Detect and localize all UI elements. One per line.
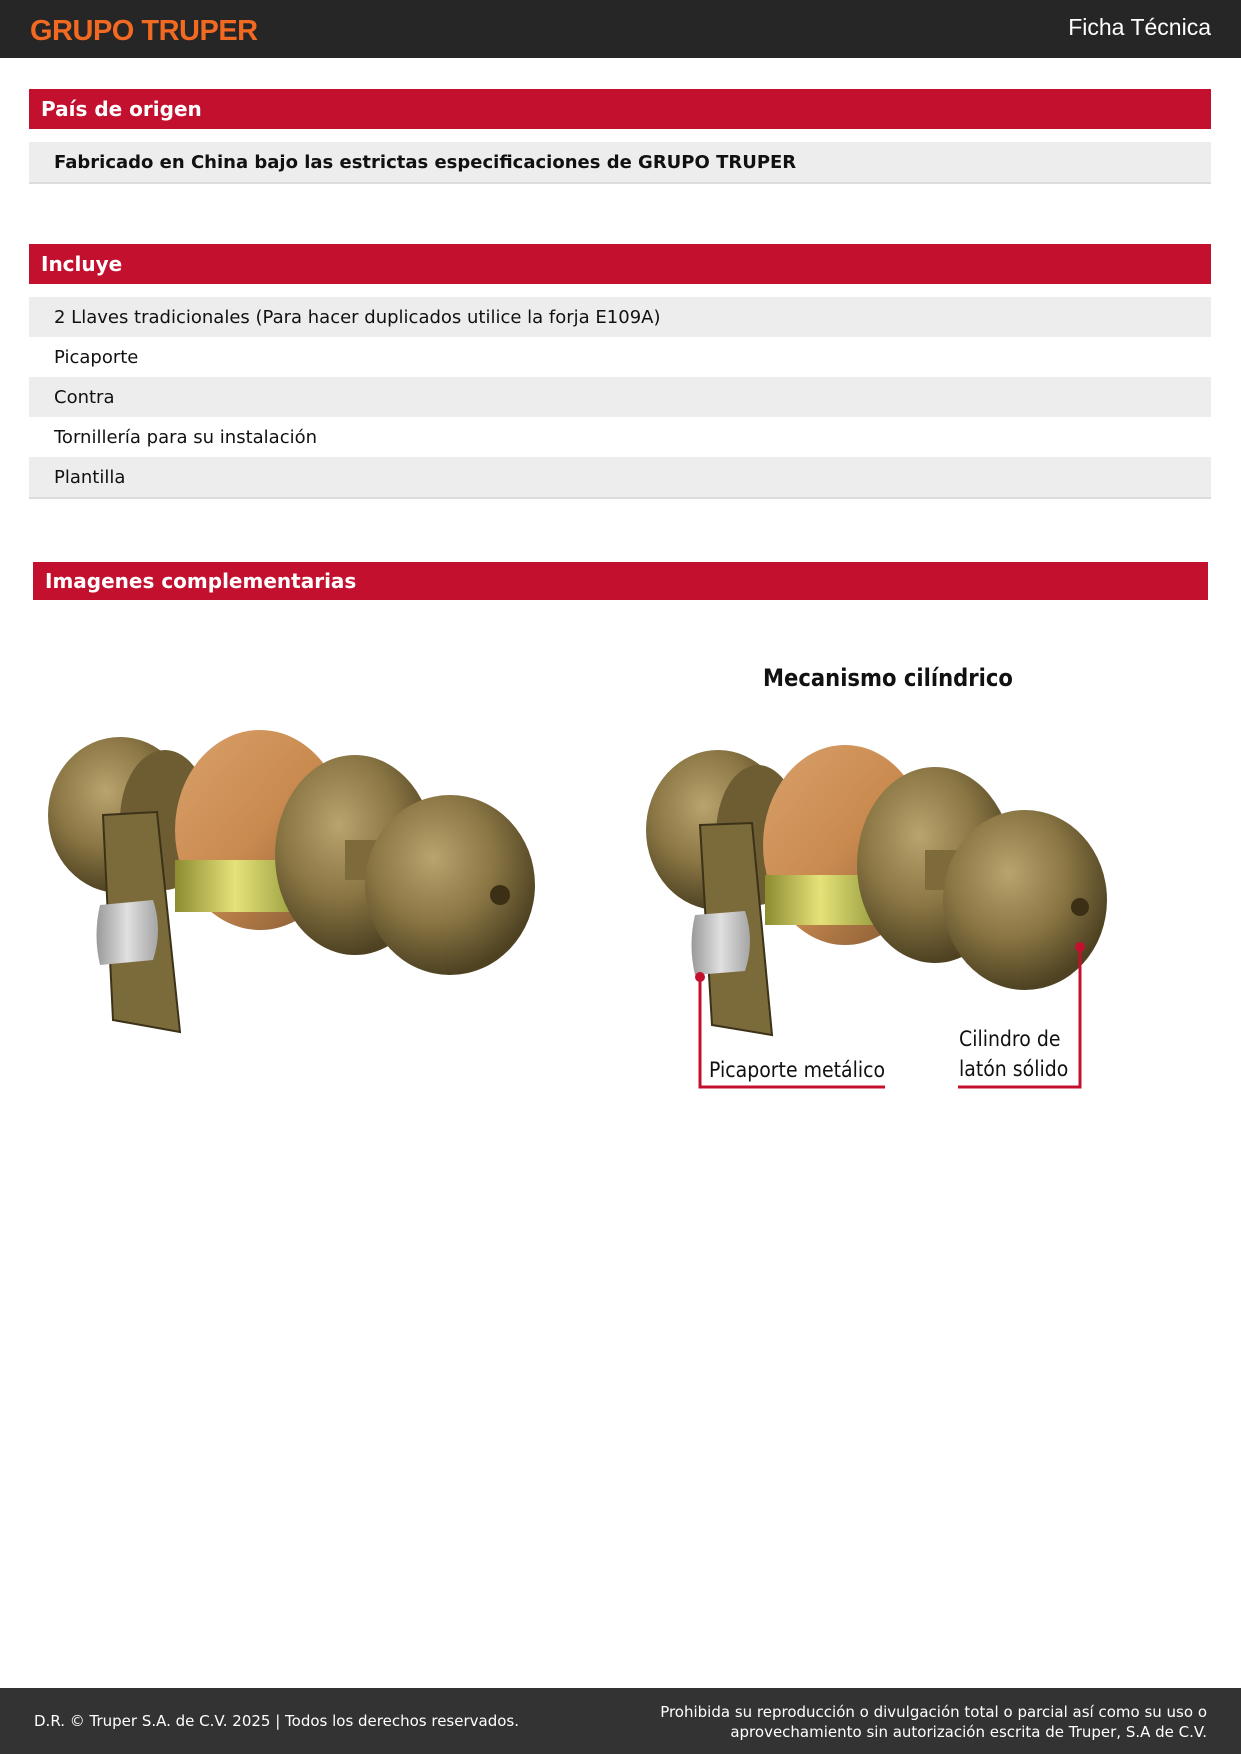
list-item bbox=[29, 417, 1211, 457]
list-item-text: Plantilla bbox=[54, 466, 126, 488]
list-item bbox=[29, 297, 1211, 337]
door-knob-lock-image bbox=[45, 720, 555, 1040]
list-item bbox=[29, 377, 1211, 417]
section-origin-title: País de origen bbox=[41, 97, 202, 121]
mechanism-title: Mecanismo cilíndrico bbox=[763, 664, 1013, 692]
section-includes-title: Incluye bbox=[41, 252, 123, 276]
section-origin-header bbox=[29, 89, 1211, 129]
divider bbox=[29, 182, 1211, 184]
list-item bbox=[29, 337, 1211, 377]
section-includes-header bbox=[29, 244, 1211, 284]
footer-notice-line2: aprovechamiento sin autorización escrita de Truper, S.A de C.V. bbox=[730, 1723, 1207, 1741]
document-type: Ficha Técnica bbox=[1068, 14, 1211, 40]
list-item-text: Contra bbox=[54, 386, 115, 408]
footer bbox=[0, 1688, 1241, 1754]
divider bbox=[29, 497, 1211, 499]
section-images-title: Imagenes complementarias bbox=[45, 569, 357, 593]
top-bar bbox=[0, 0, 1241, 58]
list-item bbox=[29, 457, 1211, 497]
callout-latch: Picaporte metálico bbox=[709, 1058, 886, 1082]
callout-cylinder-line1: Cilindro de bbox=[959, 1027, 1061, 1051]
footer-copyright: D.R. © Truper S.A. de C.V. 2025 | Todos los derechos reservados. bbox=[34, 1712, 519, 1730]
list-item-text: 2 Llaves tradicionales (Para hacer duplicados utilice la forja E109A) bbox=[54, 306, 661, 328]
brand-logo: GRUPO TRUPER bbox=[30, 15, 258, 47]
footer-notice-line1: Prohibida su reproducción o divulgación total o parcial así como su uso o bbox=[660, 1703, 1207, 1721]
section-images-header bbox=[33, 562, 1208, 600]
origin-text bbox=[29, 142, 1211, 182]
list-item-text: Picaporte bbox=[54, 346, 139, 368]
footer-notice bbox=[587, 1702, 1207, 1742]
origin-text-value: Fabricado en China bajo las estrictas especificaciones de GRUPO TRUPER bbox=[54, 151, 797, 173]
callout-cylinder-line2: latón sólido bbox=[959, 1057, 1069, 1081]
list-item-text: Tornillería para su instalación bbox=[54, 426, 318, 448]
